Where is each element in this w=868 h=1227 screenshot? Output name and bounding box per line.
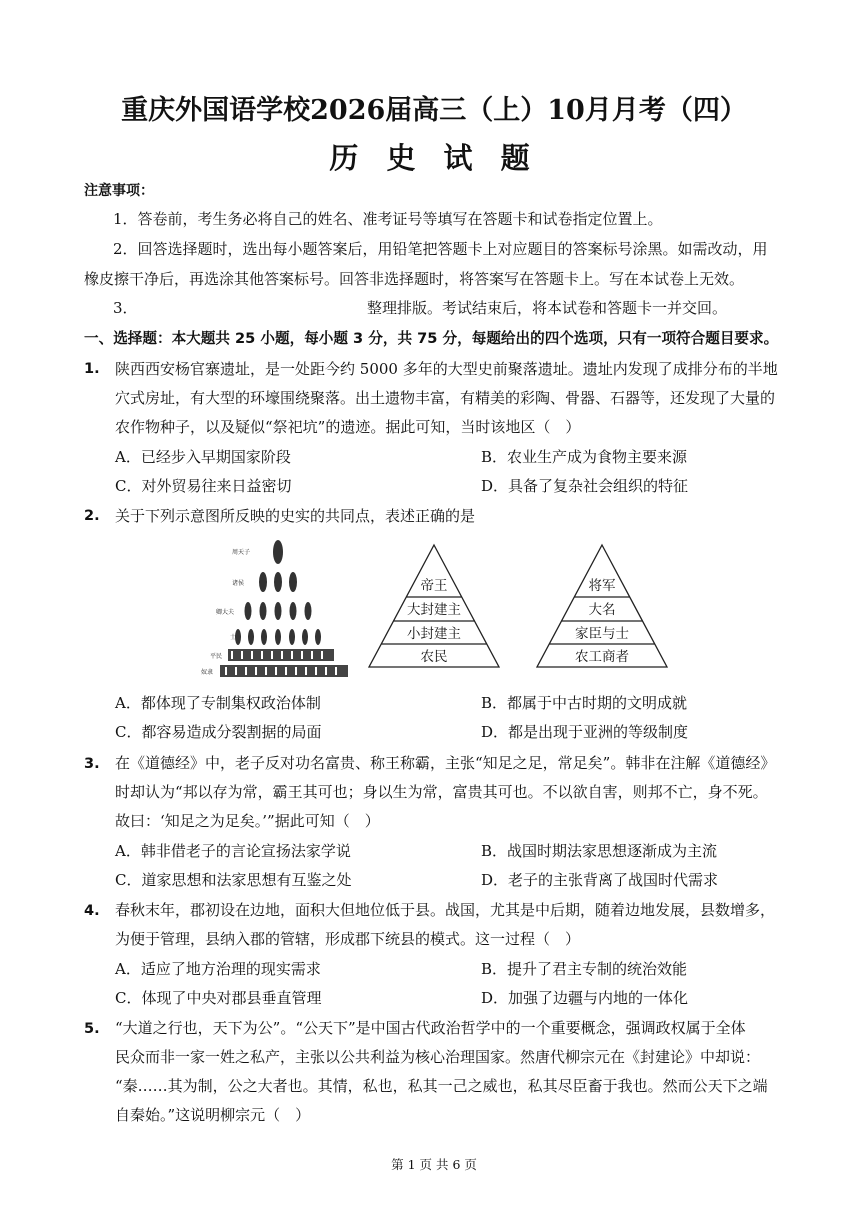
question-1-line1: 陕西西安杨官寨遗址，是一处距今约 5000 多年的大型史前聚落遗址。遗址内发现了成排分布的半地: [115, 360, 778, 378]
note-item-1: 1．答卷前，考生务必将自己的姓名、准考证号等填写在答题卡和试卷指定位置上。: [113, 210, 663, 228]
question-4-option-d[interactable]: D．加强了边疆与内地的一体化: [481, 989, 689, 1007]
fig2-level-0: 帝王: [420, 578, 448, 594]
page-footer: 第 1 页 共 6 页: [391, 1157, 477, 1172]
question-3-line1: 在《道德经》中，老子反对功名富贵、称王称霸，主张“知足之足，常足矣”。韩非在注解《道德经》: [115, 754, 776, 772]
question-4-option-c[interactable]: C．体现了中央对郡县垂直管理: [115, 989, 322, 1007]
fig1-label-4: 平民: [210, 653, 223, 660]
question-1-number: 1.: [84, 361, 100, 377]
question-5-line3: “秦……其为制，公之大者也。其情，私也，私其一己之威也，私其尽臣畜于我也。然而公天下之端: [115, 1077, 768, 1095]
question-5-line2: 民众而非一家一姓之私产，主张以公共利益为核心治理国家。然唐代柳宗元在《封建论》中却说：: [115, 1048, 761, 1066]
fig2-level-2: 小封建主: [407, 626, 461, 642]
question-3-option-b[interactable]: B．战国时期法家思想逐渐成为主流: [481, 842, 718, 860]
question-4-option-a[interactable]: A．适应了地方治理的现实需求: [115, 960, 321, 978]
notes-heading: 注意事项：: [84, 183, 154, 199]
question-1-option-a[interactable]: A．已经步入早期国家阶段: [115, 448, 291, 466]
section-heading: 一、选择题：本大题共 25 小题，每小题 3 分，共 75 分，每题给出的四个选项，只有一项符合题目要求。: [84, 330, 779, 347]
fig3-level-0: 将军: [588, 578, 616, 594]
figure-european-feudal-pyramid: [366, 543, 502, 670]
question-3-line2: 时却认为“邦以存为常，霸王其可也；身以生为常，富贵其可也。不以欲自害，则邦不亡，身不死。: [115, 783, 768, 801]
question-3-option-d[interactable]: D．老子的主张背离了战国时代需求: [481, 871, 719, 889]
question-3-number: 3.: [84, 756, 100, 772]
question-5-number: 5.: [84, 1021, 100, 1037]
fig1-label-0: 周天子: [232, 549, 251, 556]
question-1-option-b[interactable]: B．农业生产成为食物主要来源: [481, 448, 688, 466]
question-4-line2: 为便于管理，县纳入郡的管辖，形成郡下统县的模式。这一过程（ ）: [115, 930, 581, 948]
fig2-level-1: 大封建主: [407, 602, 461, 618]
question-2-option-b[interactable]: B．都属于中古时期的文明成就: [481, 694, 688, 712]
subject-title: 历 史 试 题: [329, 141, 539, 175]
question-2-line1: 关于下列示意图所反映的史实的共同点，表述正确的是: [115, 507, 476, 525]
fig1-label-5: 奴隶: [201, 669, 214, 676]
note-item-3-number: 3．: [113, 299, 138, 317]
fig3-level-2: 家臣与士: [575, 626, 629, 642]
fig1-label-2: 卿大夫: [216, 609, 235, 616]
question-4-number: 4.: [84, 903, 100, 919]
question-1-option-d[interactable]: D．具备了复杂社会组织的特征: [481, 477, 689, 495]
question-3-line3: 故曰：‘知足之为足矣。’”据此可知（ ）: [115, 812, 380, 830]
question-4-option-b[interactable]: B．提升了君主专制的统治效能: [481, 960, 688, 978]
question-1-option-c[interactable]: C．对外贸易往来日益密切: [115, 477, 292, 495]
fig1-label-3: 士: [230, 634, 237, 641]
note-item-3-text: 整理排版。考试结束后，将本试卷和答题卡一并交回。: [367, 299, 728, 317]
question-2-option-c[interactable]: C．都容易造成分裂割据的局面: [115, 723, 322, 741]
note-item-2-line2: 橡皮擦干净后，再选涂其他答案标号。回答非选择题时，将答案写在答题卡上。写在本试卷上无效。: [84, 270, 745, 288]
fig1-label-1: 诸侯: [232, 580, 245, 587]
question-4-line1: 春秋末年，郡初设在边地，面积大但地位低于县。战国，尤其是中后期，随着边地发展，县数增多，: [115, 901, 776, 919]
question-3-option-a[interactable]: A．韩非借老子的言论宣扬法家学说: [115, 842, 351, 860]
figure-zhou-hierarchy: [200, 535, 350, 680]
exam-title: 重庆外国语学校2026届高三（上）10月月考（四）: [121, 95, 747, 126]
fig3-level-1: 大名: [588, 602, 616, 618]
question-2-option-a[interactable]: A．都体现了专制集权政治体制: [115, 694, 321, 712]
question-5-line4: 自秦始。”这说明柳宗元（ ）: [115, 1106, 311, 1124]
question-2-number: 2.: [84, 508, 100, 524]
question-2-option-d[interactable]: D．都是出现于亚洲的等级制度: [481, 723, 689, 741]
figure-japanese-hierarchy-pyramid: [534, 543, 670, 670]
question-5-line1: “大道之行也，天下为公”。“公天下”是中国古代政治哲学中的一个重要概念，强调政权属于全体: [115, 1019, 746, 1037]
note-item-2-line1: 2．回答选择题时，选出每小题答案后，用铅笔把答题卡上对应题目的答案标号涂黑。如需改动，用: [113, 240, 768, 258]
fig3-level-3: 农工商者: [575, 649, 629, 665]
fig2-level-3: 农民: [420, 649, 448, 665]
question-1-line2: 穴式房址，有大型的环壕围绕聚落。出土遗物丰富，有精美的彩陶、骨器、石器等，还发现了大量的: [115, 389, 776, 407]
question-1-line3: 农作物种子，以及疑似“祭祀坑”的遗迹。据此可知，当时该地区（ ）: [115, 418, 581, 436]
question-3-option-c[interactable]: C．道家思想和法家思想有互鉴之处: [115, 871, 352, 889]
